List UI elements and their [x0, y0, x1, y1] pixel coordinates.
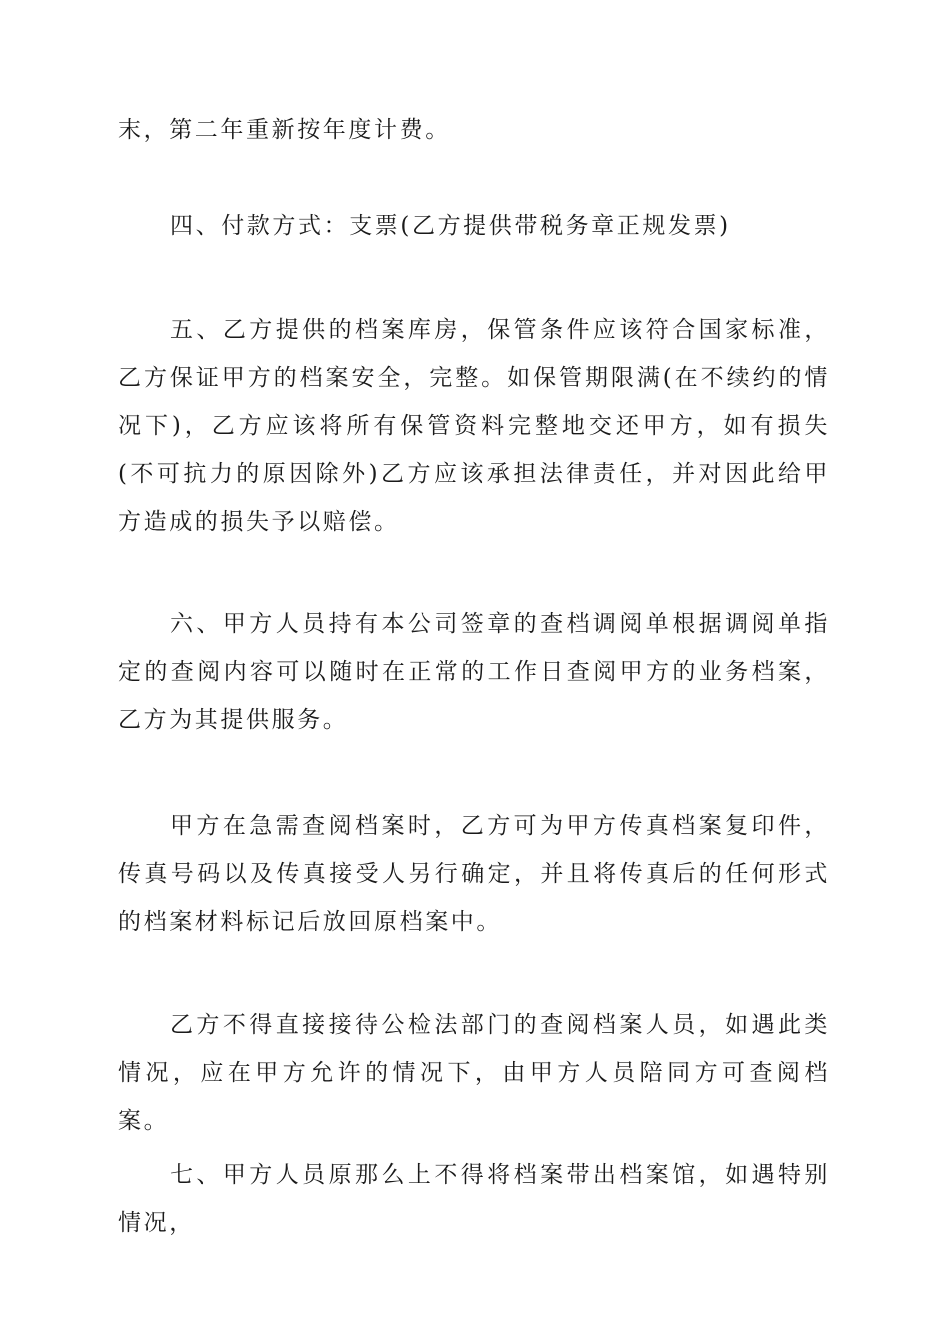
paragraph-law-enforcement: 乙方不得直接接待公检法部门的查阅档案人员，如遇此类情况，应在甲方允许的情况下，由甲方人员陪同方可查阅档案。	[118, 1012, 830, 1134]
paragraph-clause-5-storage: 五、乙方提供的档案库房，保管条件应该符合国家标准，乙方保证甲方的档案安全，完整。如保管期限满(在不续约的情况下)，乙方应该将所有保管资料完整地交还甲方，如有损失(不可抗力的原因除外)乙方应该承担法律责任，并对因此给甲方造成的损失予以赔偿。	[118, 317, 830, 535]
paragraph-clause-6-access: 六、甲方人员持有本公司签章的查档调阅单根据调阅单指定的查阅内容可以随时在正常的工作日查阅甲方的业务档案，乙方为其提供服务。	[118, 611, 830, 733]
paragraph-clause-4-payment: 四、付款方式：支票(乙方提供带税务章正规发票)	[170, 213, 731, 239]
paragraph-continuation: 末，第二年重新按年度计费。	[118, 117, 451, 143]
paragraph-fax-copies: 甲方在急需查阅档案时，乙方可为甲方传真档案复印件，传真号码以及传真接受人另行确定，并且将传真后的任何形式的档案材料标记后放回原档案中。	[118, 813, 830, 935]
paragraph-clause-7-removal: 七、甲方人员原那么上不得将档案带出档案馆，如遇特别情况，	[118, 1162, 830, 1236]
